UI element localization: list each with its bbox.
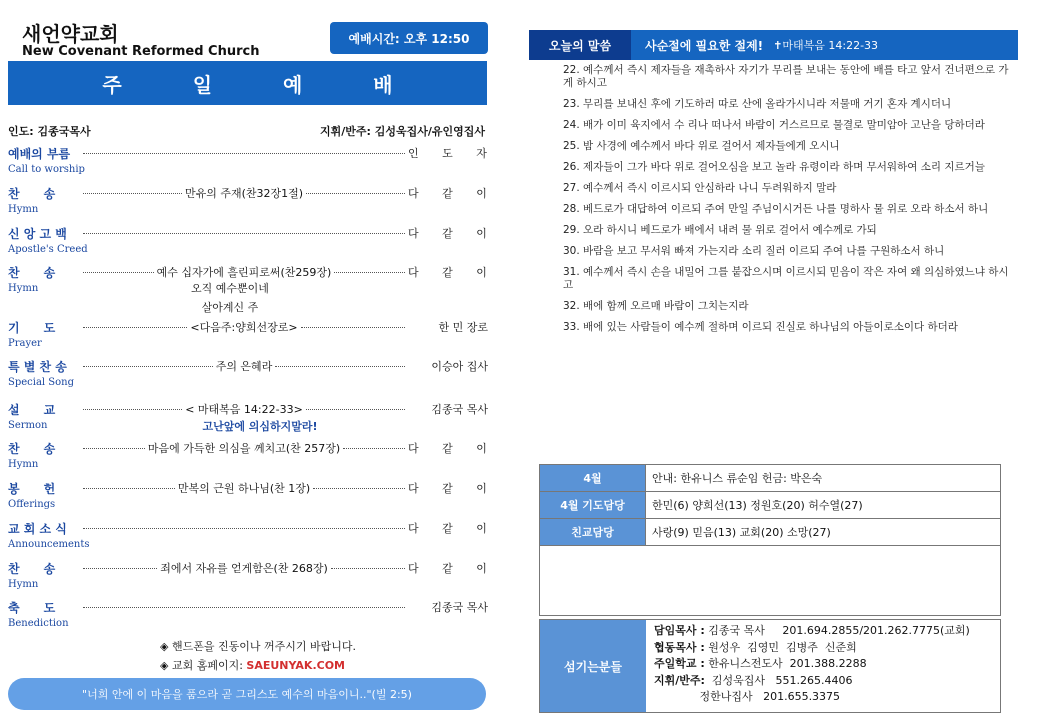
staff-role: 담임목사 : — [654, 624, 705, 637]
blank-row — [540, 546, 1001, 616]
verse: 26. 제자들이 그가 바다 위로 걸어오심을 보고 놀라 유령이라 하며 무서워하여 소리 지르거늘 — [563, 161, 985, 173]
dotted-leader — [301, 327, 405, 328]
verse: 32. 배에 함께 오르매 바람이 그치는지라 — [563, 300, 749, 312]
order-label: 예배의 부름 — [8, 146, 71, 161]
special-song-line-2: 살아계신 주 — [201, 301, 259, 314]
order-english-label: Hymn — [8, 204, 39, 215]
staff-info: 김종국 목사 201.694.2855/201.262.7775(교회) — [704, 624, 970, 637]
order-english-label: Benediction — [8, 618, 69, 629]
verse: 22. 예수께서 즉시 제자들을 재촉하사 자기가 무리를 보내는 동안에 배를 타고 앞서 건너편으로 가게 하시고 — [563, 64, 1009, 89]
dotted-leader — [83, 488, 175, 489]
order-item-text: 죄에서 자유를 얻게함은(찬 268장) — [160, 562, 328, 575]
verse: 33. 배에 있는 사람들이 예수께 절하며 이르되 진실로 하나님의 아들이로소이다 하더라 — [563, 321, 958, 333]
dotted-leader — [306, 193, 405, 194]
dotted-leader — [334, 272, 405, 273]
homepage-label: ◈ 교회 홈페이지: — [160, 659, 247, 672]
staff-role: 주일학교 : — [654, 657, 705, 670]
order-person: 다 같 이 — [408, 482, 497, 495]
duty-row — [540, 492, 1001, 519]
dotted-leader — [83, 409, 182, 410]
order-leader-line — [80, 185, 408, 201]
order-label: 찬 송 — [8, 561, 56, 576]
church-name-english: New Covenant Reformed Church — [22, 44, 260, 59]
order-row — [8, 262, 497, 282]
leader-label: 인도: 김종국목사 — [8, 125, 91, 138]
dotted-leader — [331, 568, 405, 569]
order-person: 다 같 이 — [408, 227, 497, 240]
scripture-verses — [563, 64, 1013, 342]
order-row — [8, 438, 497, 458]
duty-body: 사랑(9) 믿음(13) 교회(20) 소망(27) — [646, 519, 1001, 546]
order-person: 김종국 목사 — [431, 601, 488, 614]
staff-info: 김성욱집사 551.265.4406 — [704, 673, 853, 687]
order-label: 찬 송 — [8, 441, 56, 456]
order-label: 봉 헌 — [8, 481, 56, 496]
order-item-text: <다음주:양희선장로> — [190, 321, 298, 334]
dotted-leader — [83, 233, 405, 234]
order-label: 신 앙 고 백 — [8, 226, 67, 241]
order-leader-line — [80, 401, 408, 417]
dotted-leader — [343, 448, 405, 449]
verse: 24. 배가 이미 육지에서 수 리나 떠나서 바람이 거스르므로 물결로 말미암아 고난을 당하더라 — [563, 119, 985, 131]
dotted-leader — [83, 327, 187, 328]
staff-role: 협동목사 : — [654, 640, 705, 654]
order-row — [8, 183, 497, 203]
order-english-label: Call to worship — [8, 164, 85, 175]
dotted-leader — [83, 272, 154, 273]
order-english-label: Sermon — [8, 420, 48, 431]
staff-info: 정한나집사 201.655.3375 — [654, 690, 841, 703]
duty-table — [539, 464, 1001, 616]
verse: 29. 오라 하시니 베드로가 배에서 내려 물 위로 걸어서 예수께로 가되 — [563, 224, 877, 236]
staff-info: 원성우 김영민 김병주 신준희 — [704, 640, 857, 654]
order-item-text: 만유의 주재(찬32장1절) — [184, 187, 304, 200]
order-row — [8, 518, 497, 538]
order-item-text: < 마태복음 14:22-33> — [185, 403, 303, 416]
sermon-title: 고난앞에 의심하지말라! — [202, 420, 318, 433]
staff-list — [646, 620, 978, 712]
order-leader-line — [80, 528, 408, 529]
special-song-line-1: 오직 예수뿐이네 — [191, 282, 269, 295]
duty-row — [540, 519, 1001, 546]
dotted-leader — [83, 193, 182, 194]
staff-line — [654, 673, 970, 690]
order-leader-line — [80, 480, 408, 496]
phone-notice: ◈ 핸드폰을 진동이나 꺼주시기 바랍니다. — [160, 640, 356, 653]
duty-row — [540, 465, 1001, 492]
worship-banner: 주 일 예 배 — [8, 61, 487, 105]
todays-word-tag: 오늘의 말씀 — [529, 30, 631, 60]
order-english-label: Hymn — [8, 459, 39, 470]
dotted-leader — [83, 366, 213, 367]
dotted-leader — [83, 528, 405, 529]
order-row — [8, 223, 497, 243]
order-row — [8, 399, 488, 419]
staff-line — [654, 623, 970, 640]
dotted-leader — [83, 153, 405, 154]
homepage-notice — [160, 657, 345, 673]
order-leader-line — [80, 153, 408, 154]
bottom-verse-pill: "너희 안에 이 마음을 품으라 곧 그리스도 예수의 마음이니.."(빌 2:5) — [8, 678, 486, 710]
order-person: 한 민 장로 — [438, 321, 488, 334]
order-label: 찬 송 — [8, 186, 56, 201]
order-leader-line — [80, 440, 408, 456]
order-item-text: 주의 은혜라 — [215, 360, 273, 373]
duty-head: 4월 기도담당 — [540, 492, 646, 519]
dotted-leader — [306, 409, 405, 410]
order-leader-line — [80, 358, 408, 374]
order-english-label: Offerings — [8, 499, 56, 510]
scripture-reference: ✝마태복음 14:22-33 — [773, 39, 879, 52]
duty-head: 친교담당 — [540, 519, 646, 546]
staff-line — [654, 656, 970, 673]
order-person: 김종국 목사 — [431, 403, 488, 416]
order-row — [8, 317, 488, 337]
order-person: 다 같 이 — [408, 442, 497, 455]
staff-line — [654, 689, 970, 706]
verse: 23. 무리를 보내신 후에 기도하러 따로 산에 올라가시니라 저물매 거기 혼자 계시더니 — [563, 98, 952, 110]
order-person: 다 같 이 — [408, 562, 497, 575]
homepage-url[interactable]: SAEUNYAK.COM — [246, 659, 346, 672]
order-row — [8, 558, 497, 578]
staff-box — [539, 619, 1001, 713]
order-person: 인 도 자 — [408, 147, 497, 160]
conductor-accompanist-label: 지휘/반주: 김성욱집사/유인영집사 — [320, 125, 486, 138]
staff-role: 지휘/반주: — [654, 673, 705, 687]
duty-body: 한민(6) 양희선(13) 정원호(20) 허수열(27) — [646, 492, 1001, 519]
dotted-leader — [83, 568, 157, 569]
blank-cell — [540, 546, 1001, 616]
order-label: 설 교 — [8, 402, 56, 417]
order-label: 특 별 찬 송 — [8, 359, 67, 374]
verse: 28. 베드로가 대답하여 이르되 주여 만일 주님이시거든 나를 명하사 물 위로 오라 하소서 하니 — [563, 203, 989, 215]
dotted-leader — [313, 488, 405, 489]
order-row — [8, 597, 488, 617]
order-item-text: 만복의 근원 하나님(찬 1장) — [177, 482, 311, 495]
order-row — [8, 143, 497, 163]
order-person: 다 같 이 — [408, 522, 497, 535]
sermon-heading: 사순절에 필요한 절제! — [645, 38, 764, 53]
order-person: 이승아 집사 — [431, 360, 488, 373]
order-person: 다 같 이 — [408, 187, 497, 200]
order-row — [8, 356, 488, 376]
order-english-label: Hymn — [8, 579, 39, 590]
dotted-leader — [275, 366, 405, 367]
duty-head: 4월 — [540, 465, 646, 492]
order-row — [8, 478, 497, 498]
verse: 30. 바람을 보고 무서워 빠져 가는지라 소리 질러 이르되 주여 나를 구원하소서 하니 — [563, 245, 945, 257]
church-name-korean: 새언약교회 — [22, 22, 119, 46]
staff-info: 한유니스전도사 201.388.2288 — [704, 657, 867, 670]
order-english-label: Prayer — [8, 338, 42, 349]
order-label: 교 회 소 식 — [8, 521, 67, 536]
order-label: 기 도 — [8, 320, 56, 335]
verse: 27. 예수께서 즉시 이르시되 안심하라 나니 두려워하지 말라 — [563, 182, 837, 194]
order-item-text: 마음에 가득한 의심을 께치고(찬 257장) — [147, 442, 341, 455]
order-leader-line — [80, 233, 408, 234]
order-leader-line — [80, 264, 408, 280]
order-english-label: Announcements — [8, 539, 90, 550]
dotted-leader — [83, 448, 145, 449]
order-leader-line — [80, 607, 408, 608]
staff-line — [654, 640, 970, 657]
todays-word-header — [529, 30, 1018, 60]
order-english-label: Hymn — [8, 283, 39, 294]
dotted-leader — [83, 607, 405, 608]
order-leader-line — [80, 319, 408, 335]
verse: 31. 예수께서 즉시 손을 내밀어 그를 붙잡으시며 이르시되 믿음이 작은 자여 왜 의심하였느냐 하시고 — [563, 266, 1009, 291]
order-item-text: 예수 십자가에 흘린피로써(찬259장) — [156, 266, 332, 279]
duty-body: 안내: 한유니스 류순임 헌금: 박은숙 — [646, 465, 1001, 492]
order-person: 다 같 이 — [408, 266, 497, 279]
order-label: 축 도 — [8, 600, 56, 615]
verse: 25. 밤 사경에 예수께서 바다 위로 걸어서 제자들에게 오시니 — [563, 140, 840, 152]
staff-heading: 섬기는분들 — [540, 620, 646, 712]
service-time-badge: 예배시간: 오후 12:50 — [330, 22, 488, 54]
order-label: 찬 송 — [8, 265, 56, 280]
order-english-label: Special Song — [8, 377, 75, 388]
order-english-label: Apostle's Creed — [8, 244, 88, 255]
order-leader-line — [80, 560, 408, 576]
